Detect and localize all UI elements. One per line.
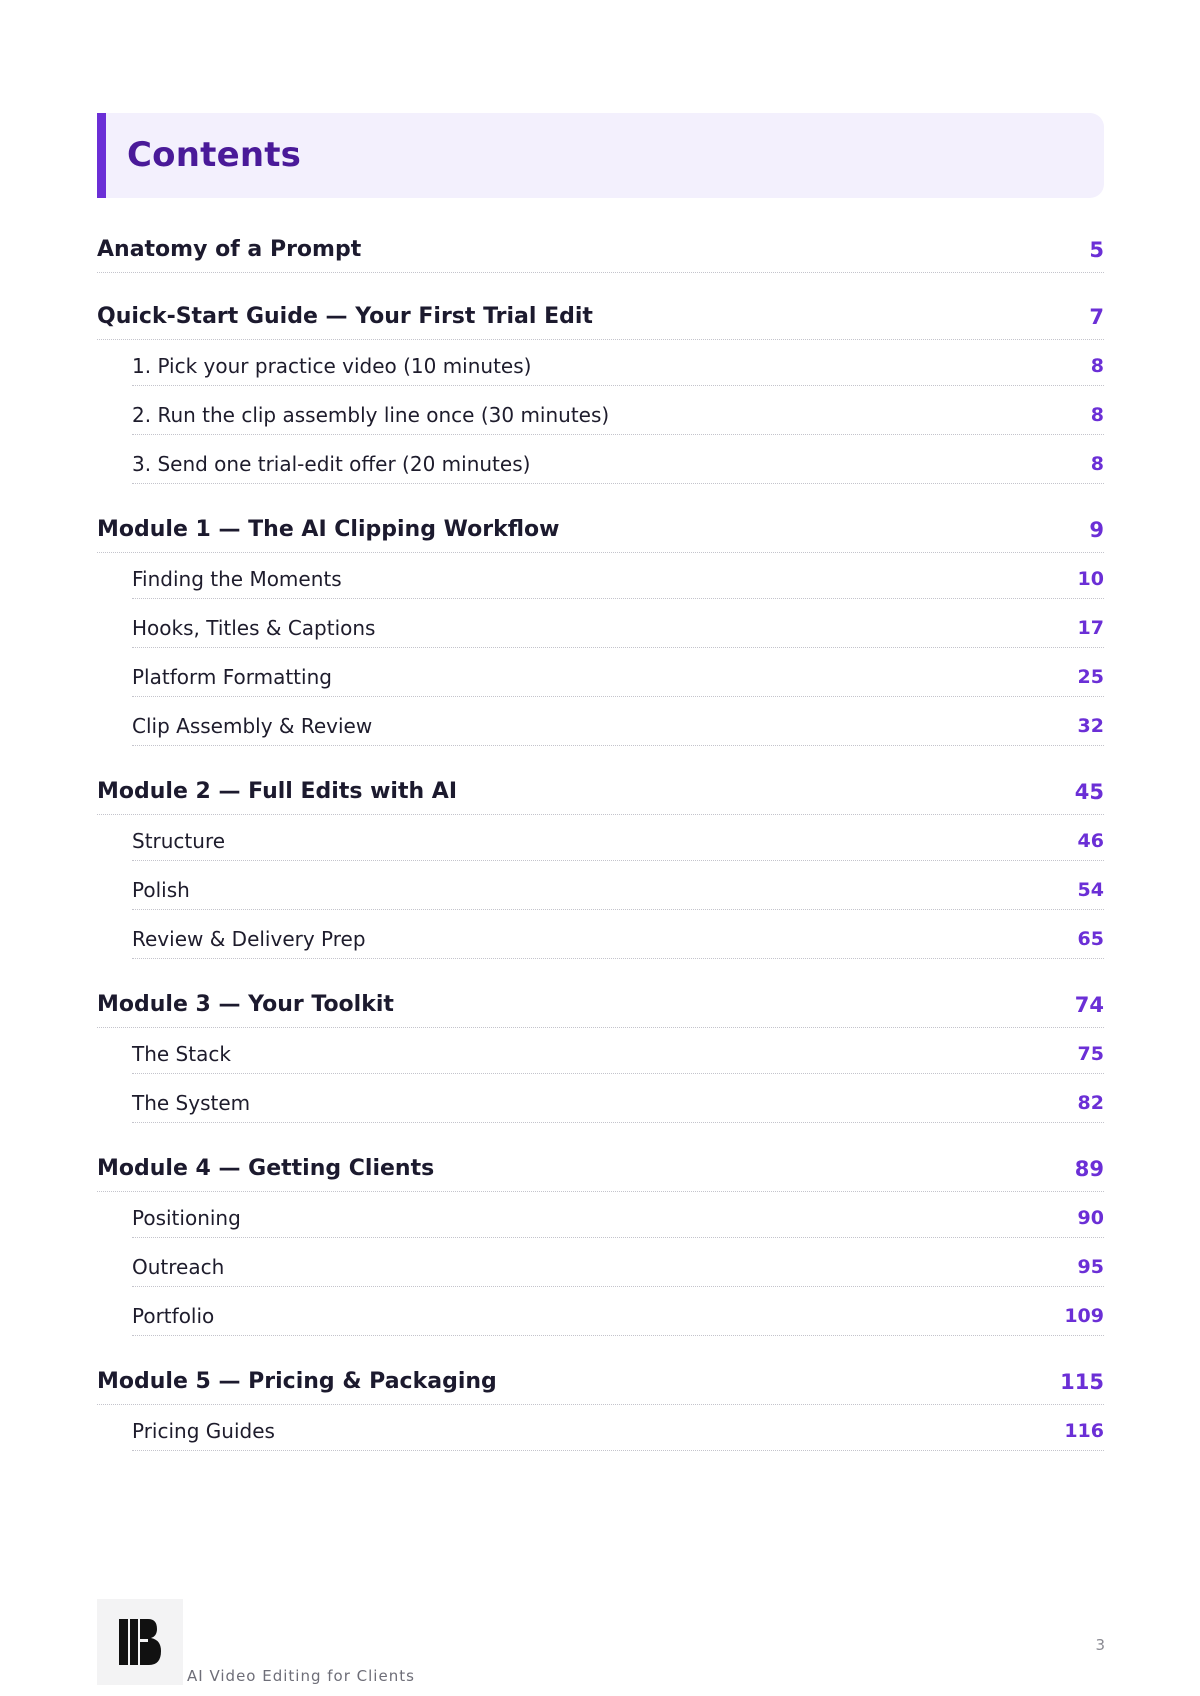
toc-entry-page-number: 25 [1077,665,1104,688]
toc-entry-label: Module 1 — The AI Clipping Workflow [97,517,560,542]
toc-entry-label: Finding the Moments [132,566,342,591]
toc-entry-page-number: 8 [1090,452,1104,475]
toc-entry-page-number: 8 [1090,403,1104,426]
toc-entry-label: Hooks, Titles & Captions [132,615,376,640]
toc-entry-page-number: 9 [1089,517,1104,542]
toc-entry-page-number: 54 [1077,878,1104,901]
toc-section-entry[interactable] [97,227,1104,273]
toc-section-entry[interactable] [97,1146,1104,1192]
toc-entry-page-number: 7 [1089,304,1104,329]
toc-subsection-entry[interactable] [132,1247,1104,1287]
toc-entry-label: Module 3 — Your Toolkit [97,992,394,1017]
toc-section-entry[interactable] [97,294,1104,340]
toc-entry-label: 3. Send one trial-edit offer (20 minutes) [132,451,531,476]
toc-subsection-entry[interactable] [132,608,1104,648]
toc-entry-page-number: 74 [1074,992,1104,1017]
toc-subsection-entry[interactable] [132,821,1104,861]
toc-section-entry[interactable] [97,769,1104,815]
toc-entry-label: Module 5 — Pricing & Packaging [97,1369,497,1394]
toc-entry-page-number: 8 [1090,354,1104,377]
toc-entry-page-number: 10 [1077,567,1104,590]
logo [97,1599,183,1685]
book-logo-icon [119,1619,161,1665]
toc-subsection-entry[interactable] [132,395,1104,435]
toc-entry-label: Clip Assembly & Review [132,713,373,738]
toc-entry-label: The System [132,1090,251,1115]
toc-entry-page-number: 90 [1077,1206,1104,1229]
toc-entry-page-number: 89 [1074,1156,1104,1181]
toc-entry-label: Polish [132,877,190,902]
toc-entry-label: Pricing Guides [132,1418,275,1443]
page-title: Contents [127,135,302,175]
toc-entry-label: Platform Formatting [132,664,332,689]
toc-section-entry[interactable] [97,1359,1104,1405]
toc-section-entry[interactable] [97,982,1104,1028]
footer-book-title: AI Video Editing for Clients [187,1667,415,1685]
toc-entry-label: Quick-Start Guide — Your First Trial Edit [97,304,593,329]
table-of-contents [97,0,1104,1696]
toc-entry-page-number: 82 [1077,1091,1104,1114]
toc-entry-page-number: 95 [1077,1255,1104,1278]
toc-subsection-entry[interactable] [132,346,1104,386]
toc-entry-page-number: 5 [1089,237,1104,262]
toc-entry-label: Portfolio [132,1303,215,1328]
toc-entry-label: Outreach [132,1254,225,1279]
toc-subsection-entry[interactable] [132,870,1104,910]
toc-entry-page-number: 17 [1077,616,1104,639]
toc-entry-label: Module 4 — Getting Clients [97,1156,435,1181]
toc-entry-page-number: 32 [1077,714,1104,737]
toc-subsection-entry[interactable] [132,444,1104,484]
toc-entry-page-number: 115 [1060,1369,1104,1394]
toc-entry-page-number: 109 [1064,1304,1104,1327]
toc-subsection-entry[interactable] [132,919,1104,959]
toc-subsection-entry[interactable] [132,559,1104,599]
toc-entry-label: Review & Delivery Prep [132,926,366,951]
toc-entry-page-number: 65 [1077,927,1104,950]
toc-subsection-entry[interactable] [132,1198,1104,1238]
toc-entry-page-number: 75 [1077,1042,1104,1065]
toc-entry-label: 1. Pick your practice video (10 minutes) [132,353,532,378]
toc-entry-page-number: 45 [1074,779,1104,804]
toc-subsection-entry[interactable] [132,1411,1104,1451]
toc-entry-label: Positioning [132,1205,241,1230]
toc-subsection-entry[interactable] [132,1296,1104,1336]
toc-entry-page-number: 116 [1064,1419,1104,1442]
toc-subsection-entry[interactable] [132,1083,1104,1123]
page-number: 3 [1095,1636,1105,1654]
toc-entry-label: Anatomy of a Prompt [97,237,362,262]
toc-subsection-entry[interactable] [132,1034,1104,1074]
toc-entry-label: Structure [132,828,226,853]
toc-subsection-entry[interactable] [132,657,1104,697]
toc-entry-label: 2. Run the clip assembly line once (30 minutes) [132,402,610,427]
toc-entry-page-number: 46 [1077,829,1104,852]
toc-entry-label: The Stack [132,1041,231,1066]
toc-section-entry[interactable] [97,507,1104,553]
toc-subsection-entry[interactable] [132,706,1104,746]
toc-entry-label: Module 2 — Full Edits with AI [97,779,458,804]
